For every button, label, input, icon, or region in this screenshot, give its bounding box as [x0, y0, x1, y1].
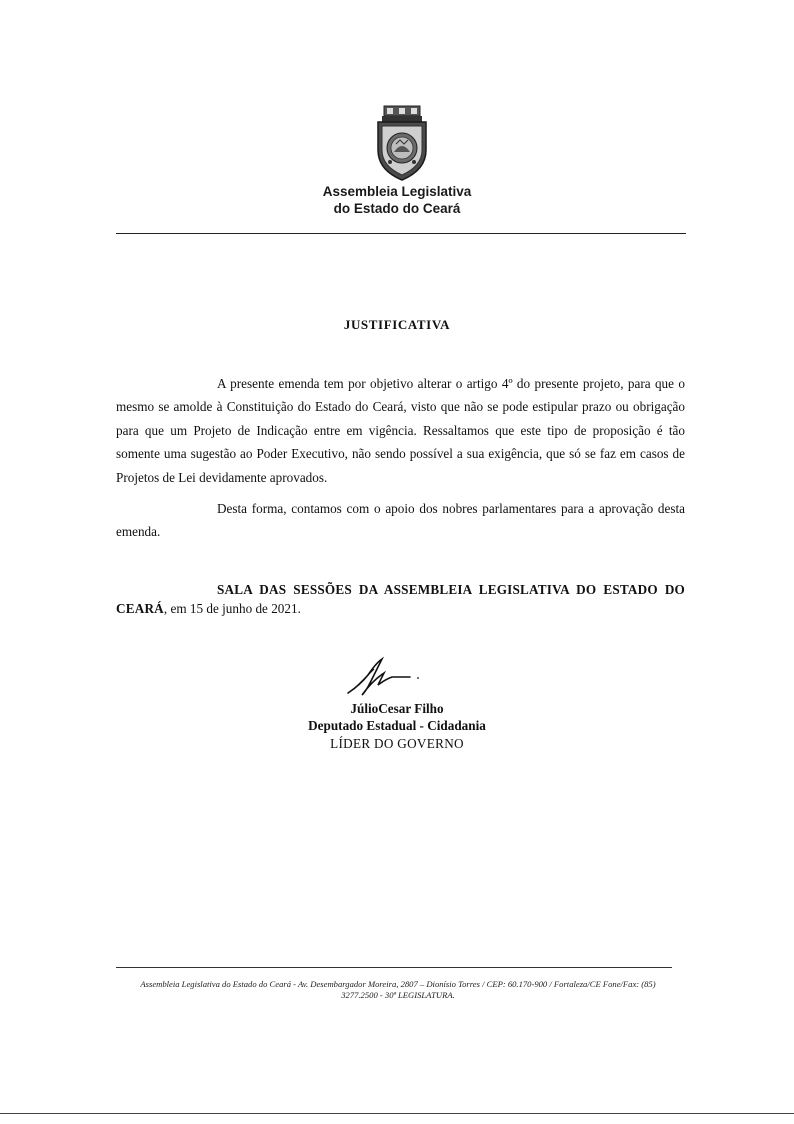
handwritten-signature — [340, 655, 430, 699]
signatory-role: Deputado Estadual - Cidadania — [308, 718, 486, 733]
ceara-coat-of-arms-icon — [372, 104, 432, 182]
footer-line-1: Assembleia Legislativa do Estado do Ceará - Av. Desembargador Moreira, 2807 – Dionísio Torres / CEP: 60.170-900 / Fortaleza/CE Fone/Fax: (85) — [140, 979, 656, 989]
session-date: , em 15 de junho de 2021. — [163, 601, 301, 616]
footer-divider — [116, 967, 672, 968]
footer-address — [108, 979, 688, 1001]
org-name-line1: Assembleia Legislativa — [322, 184, 472, 199]
page-bottom-line — [0, 1113, 794, 1114]
signatory-name: JúlioCesar Filho — [350, 701, 444, 716]
session-room-bold: SALA DAS SESSÕES DA ASSEMBLEIA LEGISLATIVA DO ESTADO DO CEARÁ — [116, 582, 685, 616]
justification-paragraph-2: Desta forma, contamos com o apoio dos nobres parlamentares para a aprovação desta emenda. — [116, 501, 685, 540]
signatory-title: LÍDER DO GOVERNO — [330, 736, 464, 751]
document-title: JUSTIFICATIVA — [343, 317, 451, 332]
justification-paragraph-1: A presente emenda tem por objetivo alterar o artigo 4º do presente projeto, para que o mesmo se amolde à Constituição do Estado do Ceará, visto que não se pode estipular prazo ou obrigação para que um Projeto de Indicação entre em vigência. Ressaltamos que este tipo de proposição é tão somente uma sugestão ao Poder Executivo, não sendo possível a sua exigência, que só se faz em casos de Projetos de Lei devidamente aprovados. — [116, 376, 685, 485]
session-room-line — [116, 580, 685, 618]
header-divider — [116, 233, 686, 234]
footer-line-2: 3277.2500 - 30ª LEGISLATURA. — [341, 990, 455, 1000]
org-name-line2: do Estado do Ceará — [333, 201, 461, 216]
